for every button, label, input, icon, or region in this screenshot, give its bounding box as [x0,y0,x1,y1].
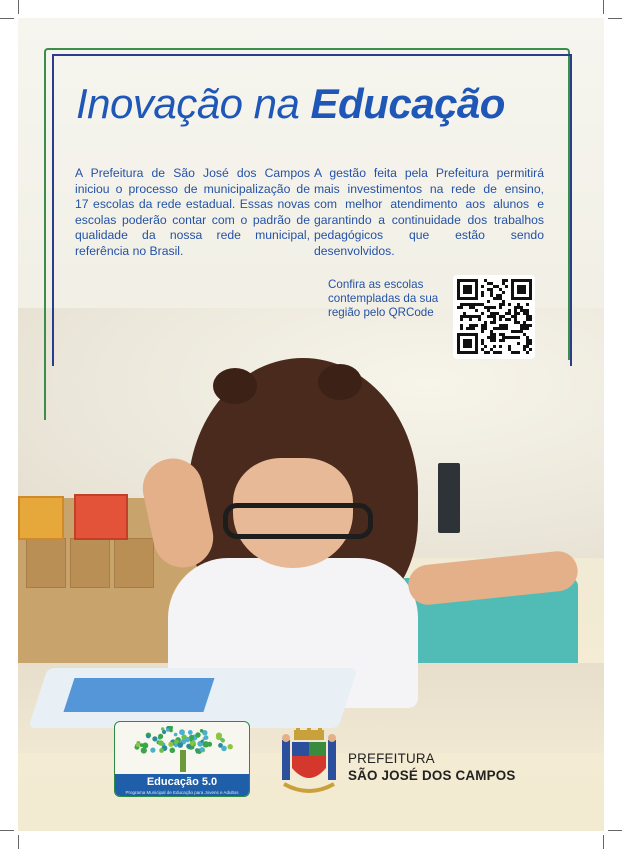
photo-box-red [74,494,128,540]
crop-mark [603,835,604,849]
tree-icon [129,726,237,772]
coat-of-arms-icon [276,728,342,798]
prefeitura-line1: PREFEITURA [348,751,435,766]
title-light: Inovação na [76,80,311,127]
poster-title [76,80,505,128]
title-bold: Educação [310,80,505,127]
educacao-name: Educação 5.0 [146,776,218,788]
crop-mark [603,0,604,14]
photo-girl-glasses [223,503,373,539]
prefeitura-line2: SÃO JOSÉ DOS CAMPOS [348,768,516,783]
crop-mark [608,830,622,831]
photo-girl-bun [213,368,257,404]
educacao-logo [114,721,250,797]
crop-mark [608,18,622,19]
educacao-subtitle: Programa Municipal de Educação para Jovens e Adultos [125,790,239,795]
qr-code[interactable] [453,275,535,359]
paragraph-left: A Prefeitura de São José dos Campos iniciou o processo de municipalização de 17 escolas da rede estadual. Essas novas escolas poderão contar com o padrão de qualidade da nossa rede municipal, referência no Brasil. [75,166,310,258]
crop-mark [0,18,14,19]
crop-mark [18,835,19,849]
paragraph-right: A gestão feita pela Prefeitura permitirá mais investimentos na rede de ensino, com melhor atendimento aos alunos e garantindo a continuidade dos trabalhos pedagógicos que estão sendo desenvolvidos. [314,166,544,258]
photo-box-yellow [18,496,64,540]
photo-girl-bun [318,364,362,400]
photo-open-book [28,668,357,728]
poster [18,18,604,831]
crop-mark [18,0,19,14]
crop-mark [0,830,14,831]
qr-caption: Confira as escolas contempladas da sua região pelo QRCode [328,278,439,319]
photo-monitor [438,463,460,533]
classroom-photo [18,308,604,748]
